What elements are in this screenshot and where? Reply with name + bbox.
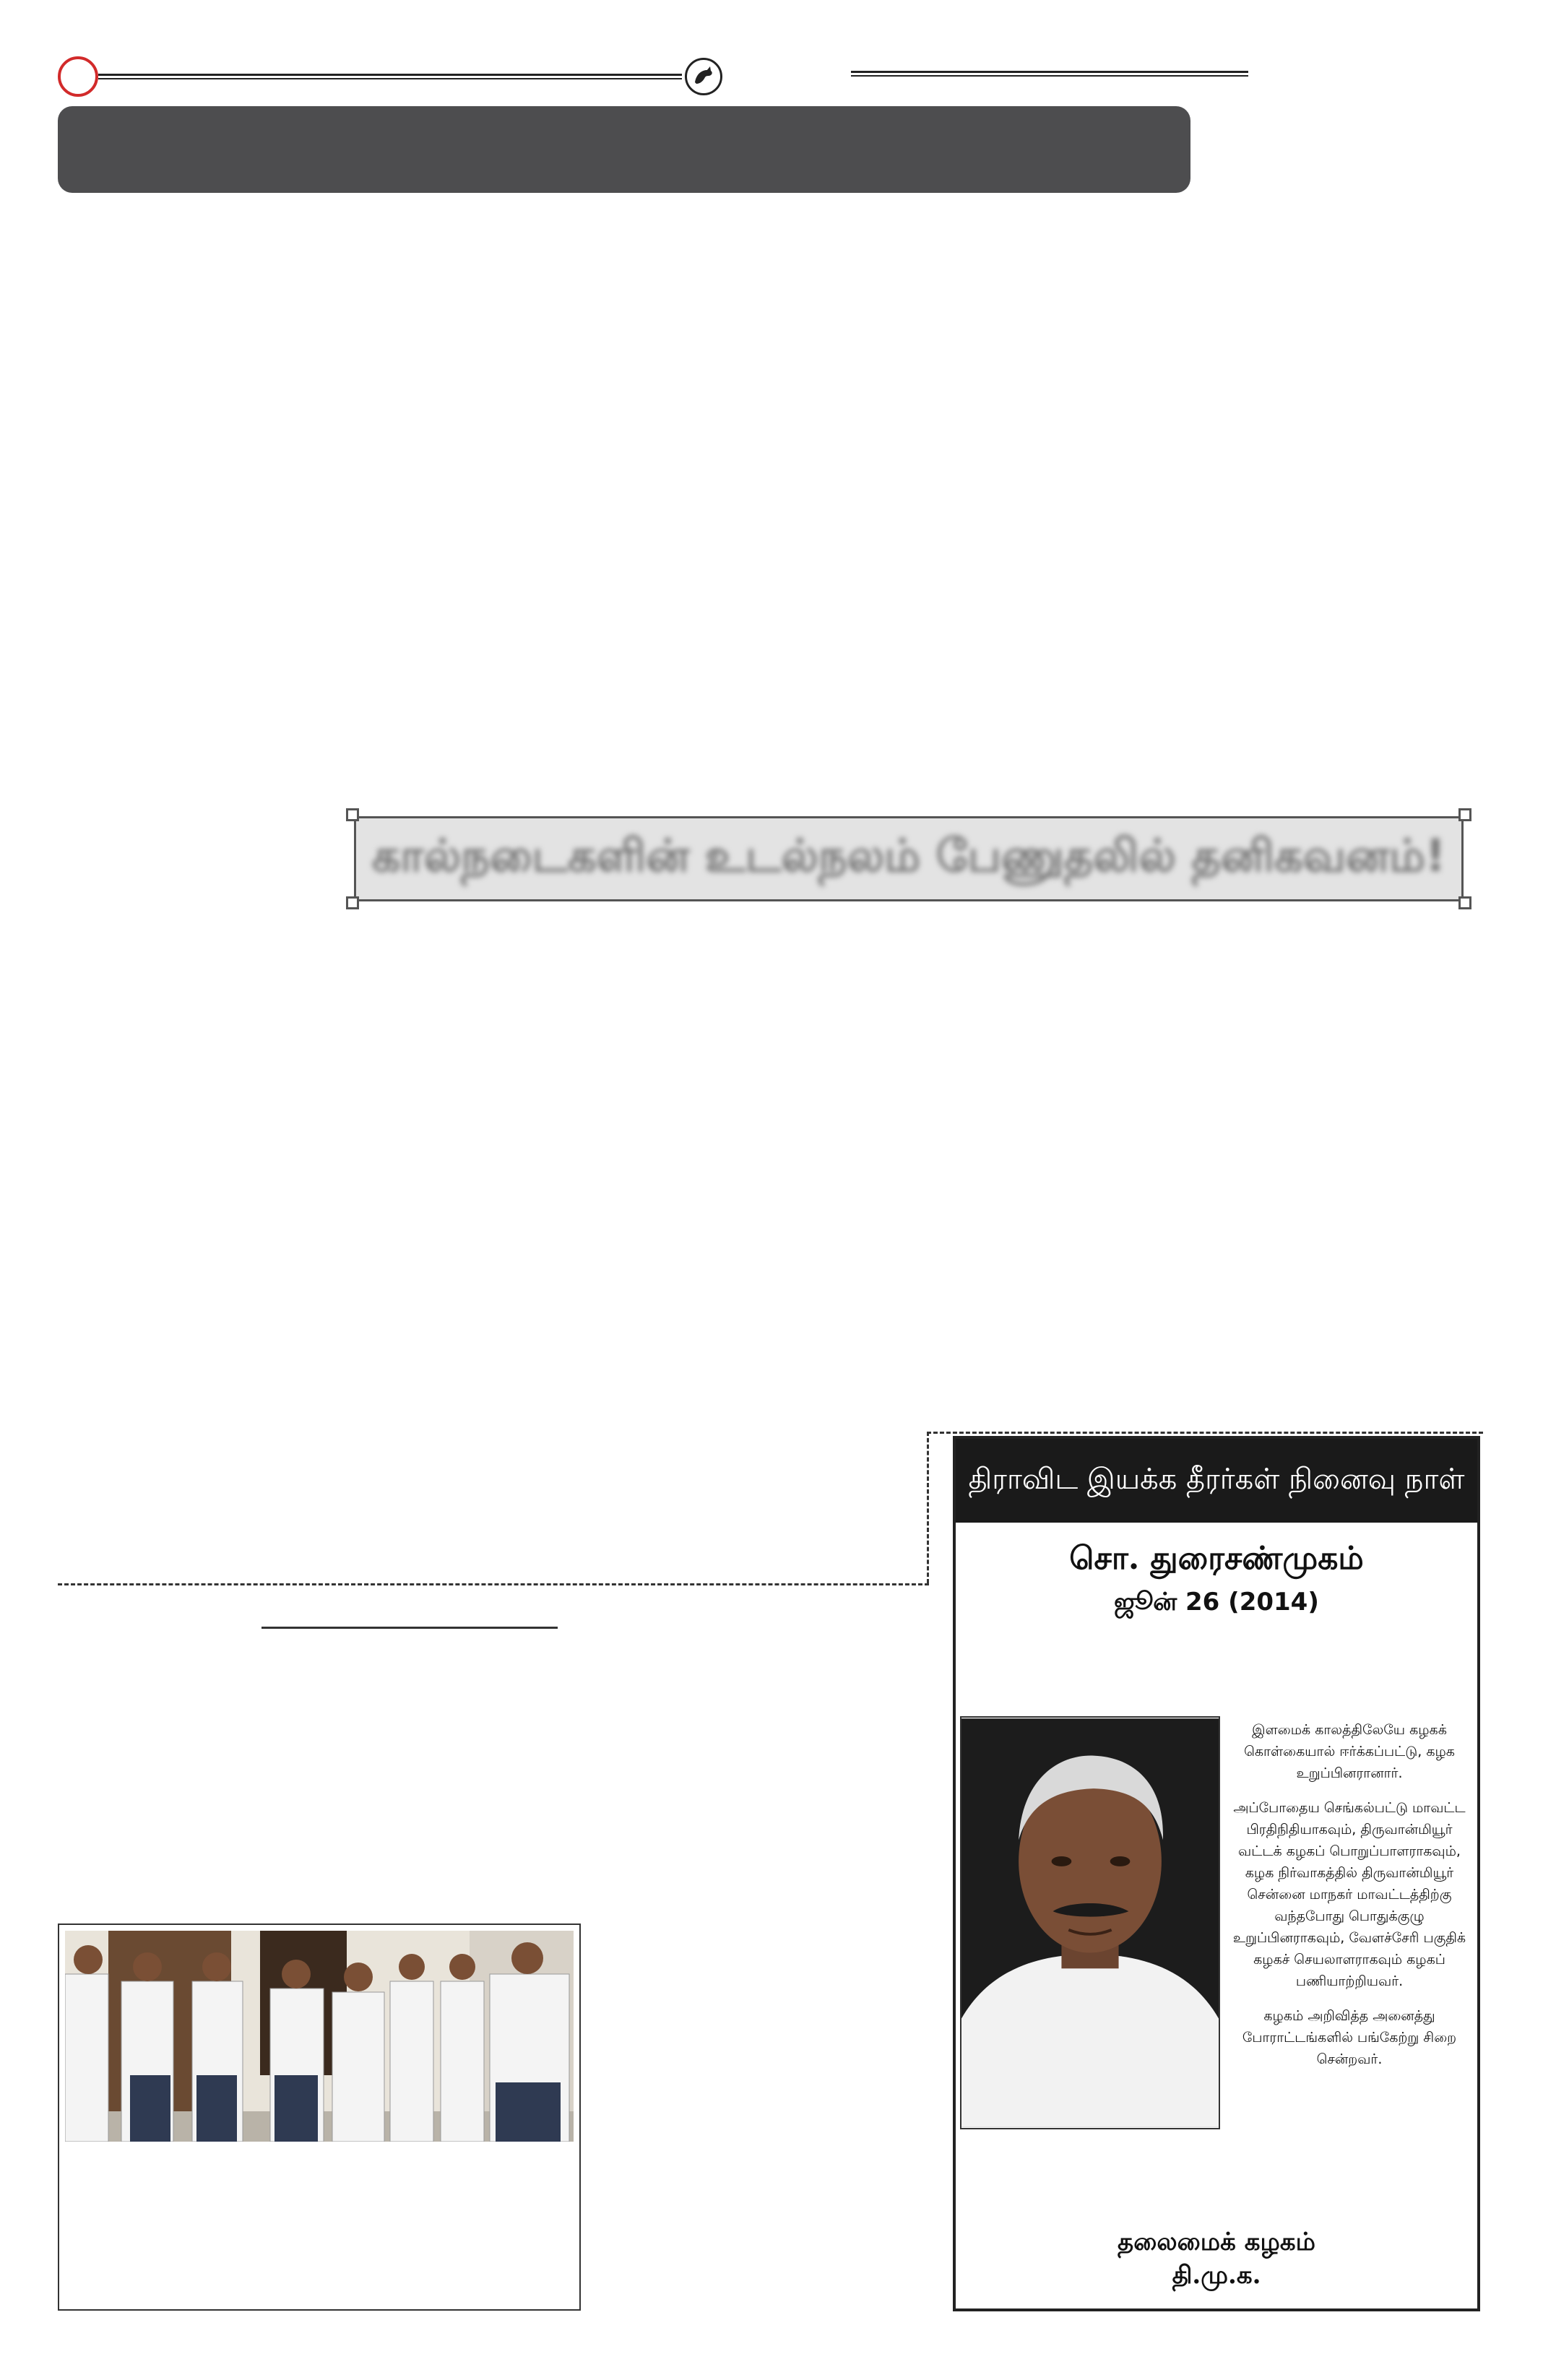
dashed-divider-horizontal [58,1583,929,1585]
masthead-circle [58,56,98,97]
memorial-date: ஜூன் 26 (2014) [1114,1588,1319,1617]
memorial-portrait [960,1716,1220,2129]
party-emblem-icon [685,58,722,95]
memorial-notice [953,1436,1480,2311]
group-photo [65,1931,574,2142]
memorial-bio-para-3: கழகம் அறிவித்த அனைத்து போராட்டங்களில் பங்கேற்று சிறை சென்றவர். [1242,2008,1457,2067]
memorial-footer-org: தலைமைக் கழகம் [1118,2228,1315,2256]
dashed-divider-top [927,1432,1483,1434]
masthead-rule-right [851,71,1248,77]
dashed-divider-vertical [927,1432,929,1583]
article-heading-banner [354,816,1464,901]
memorial-bio [1224,1719,1474,2083]
memorial-name: சொ. துரைசண்முகம் [1069,1540,1364,1577]
column-rule [262,1627,558,1629]
memorial-footer-party: தி.மு.க. [1172,2261,1261,2290]
memorial-bio-para-1: இளமைக் காலத்திலேயே கழகக் கொள்கையால் ஈர்க்கப்பட்டு, கழக உறுப்பினரானார். [1244,1722,1455,1781]
masthead-rule-left [98,74,682,79]
section-banner [58,106,1190,193]
memorial-bio-para-2: அப்போதைய செங்கல்பட்டு மாவட்ட பிரதிநிதியாகவும், திருவான்மியூர் வட்டக் கழகப் பொறுப்பாளராகவும், கழக நிர்வாகத்தில் திருவான்மியூர் சென்னை மாநகர் மாவட்டத்திற்கு வந்தபோது பொதுக்குழு உறுப்பினராகவும், வேளச்சேரி பகுதிக் கழகச் செயலாளராகவும் கழகப் பணியாற்றியவர். [1232,1800,1466,1989]
news-photo-box [58,1924,581,2311]
article-heading-text: கால்நடைகளின் உடல்நலம் பேணுதலில் தனிகவனம்! [371,829,1446,882]
memorial-header: திராவிட இயக்க தீரர்கள் நினைவு நாள் [956,1439,1477,1523]
